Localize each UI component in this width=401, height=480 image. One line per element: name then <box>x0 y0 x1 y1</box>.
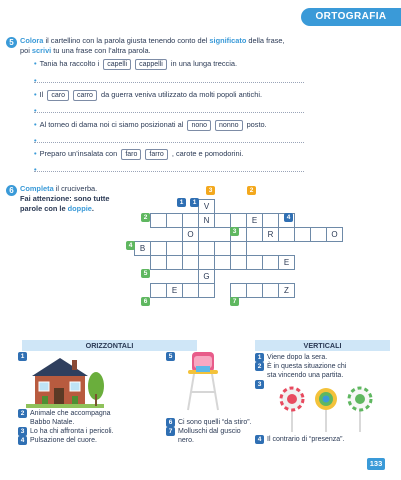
clue-number: 1 <box>18 352 27 361</box>
clue-number: 7 <box>166 427 175 436</box>
clue-text: Il contrario di “presenza”. <box>267 436 345 443</box>
clue-line <box>18 427 158 436</box>
clue-text: Viene dopo la sera. <box>267 354 328 361</box>
crossword-cell[interactable]: O <box>326 227 343 242</box>
clue-text: sta vincendo una partita. <box>267 372 344 379</box>
crossword-cell[interactable] <box>294 227 311 242</box>
crossword-cell[interactable] <box>230 255 247 270</box>
crossword-cell[interactable]: R <box>262 227 279 242</box>
clue-line <box>18 418 158 427</box>
crossword-cell[interactable]: V <box>198 199 215 214</box>
crossword-cell[interactable] <box>182 241 199 256</box>
clue-text: Ci sono quelli “da stiro”. <box>178 419 252 426</box>
clue-number: 4 <box>18 436 27 445</box>
crossword-number-tag: 6 <box>141 297 150 306</box>
crossword-cell[interactable]: B <box>134 241 151 256</box>
crossword-cell[interactable] <box>150 255 167 270</box>
exercise-5-instruction <box>20 36 390 56</box>
crossword-cell[interactable] <box>182 255 199 270</box>
answer-line[interactable] <box>34 82 304 83</box>
clue-number: 3 <box>255 380 264 389</box>
clue-text: Pulsazione del cuore. <box>30 437 97 444</box>
clue-line <box>166 436 256 445</box>
word-card[interactable]: faro <box>121 149 141 160</box>
orizzontali-clues-2 <box>166 418 256 445</box>
sentence-text: da guerra veniva utilizzato da molti popoli antichi. <box>101 90 263 99</box>
crossword-cell[interactable] <box>198 255 215 270</box>
word-card[interactable]: farro <box>145 149 167 160</box>
sentence-row: • Il caro carro da guerra veniva utilizzato da molti popoli antichi. <box>34 90 263 99</box>
sentence-text: Al torneo di dama noi ci siamo posizionati al <box>39 120 184 129</box>
clue-line <box>18 436 158 445</box>
crossword-cell[interactable]: Z <box>278 283 295 298</box>
clue-line <box>255 362 395 371</box>
answer-line[interactable] <box>34 142 304 143</box>
crossword-cell[interactable] <box>214 213 231 228</box>
clue-text: Molluschi dal guscio <box>178 428 241 435</box>
clue-text: Animale che accompagna <box>30 410 111 417</box>
crossword-cell[interactable] <box>262 213 279 228</box>
clue-text: nero. <box>178 437 194 444</box>
instr-text: . <box>91 204 94 213</box>
crossword-cell[interactable] <box>150 213 167 228</box>
instr-text: della frase, <box>246 36 285 45</box>
clue-line <box>18 409 158 418</box>
crossword-number-tag: 2 <box>247 186 256 195</box>
sentence-text: , carote e pomodorini. <box>171 149 244 158</box>
crossword-number-tag: 7 <box>230 297 239 306</box>
instr-text: tu una frase con l’altra parola. <box>51 46 151 55</box>
clue-line <box>166 427 256 436</box>
sentence-text: posto. <box>246 120 267 129</box>
crossword-cell[interactable] <box>182 283 199 298</box>
bullet: • <box>34 106 37 115</box>
orizzontali-header: ORIZZONTALI <box>22 340 197 351</box>
sentence-text: in una lunga treccia. <box>170 59 238 68</box>
crossword-number-tag: 5 <box>141 269 150 278</box>
sentence-row: • Preparo un’insalata con faro farro , carote e pomodorini. <box>34 149 244 158</box>
crossword-cell[interactable]: E <box>278 255 295 270</box>
crossword-cell[interactable] <box>230 241 247 256</box>
sentence-row: • Tania ha raccolto i capelli cappelli in una lunga treccia. <box>34 59 238 68</box>
crossword-cell[interactable] <box>150 283 167 298</box>
sentence-row: • Al torneo di dama noi ci siamo posizionati al nono nonno posto. <box>34 120 267 129</box>
crossword-cell[interactable] <box>198 241 215 256</box>
crossword-cell[interactable] <box>214 255 231 270</box>
clue-line <box>255 371 395 380</box>
exercise-number: 6 <box>6 185 17 196</box>
crossword-cell[interactable] <box>166 241 183 256</box>
lollipops-icon <box>278 386 374 432</box>
answer-line[interactable] <box>34 171 304 172</box>
crossword-cell[interactable]: N <box>198 213 215 228</box>
crossword-cell[interactable] <box>182 213 199 228</box>
instr-text: il cartellino con la parola giusta tenendo conto del <box>43 36 210 45</box>
crossword-cell[interactable]: O <box>182 227 199 242</box>
verticali-clues <box>255 353 395 389</box>
exercise-6-instruction <box>20 184 130 214</box>
sentence-text: Tania ha raccolto i <box>39 59 100 68</box>
crossword-number-tag: 2 <box>141 213 150 222</box>
clue-text: È in questa situazione chi <box>267 363 347 370</box>
crossword-cell[interactable] <box>166 213 183 228</box>
crossword-number-tag: 4 <box>126 241 135 250</box>
clue-line <box>255 353 395 362</box>
crossword-cell[interactable] <box>166 255 183 270</box>
house-icon <box>26 354 104 408</box>
crossword-cell[interactable]: G <box>198 269 215 284</box>
instr-text: parole con le <box>20 204 68 213</box>
clue-number: 5 <box>166 352 175 361</box>
word-card[interactable]: carro <box>73 90 97 101</box>
crossword-cell[interactable] <box>262 255 279 270</box>
sentence-text: Il <box>39 90 44 99</box>
clue-text: Babbo Natale. <box>30 419 75 426</box>
word-card[interactable]: caro <box>47 90 69 101</box>
clue-number: 2 <box>18 409 27 418</box>
word-card[interactable]: nonno <box>215 120 242 131</box>
crossword-cell[interactable] <box>246 255 263 270</box>
crossword-cell[interactable] <box>246 283 263 298</box>
word-card[interactable]: nono <box>187 120 211 131</box>
verticali-last-clue <box>255 435 395 444</box>
bullet: • <box>34 136 37 145</box>
instr-highlight: Completa <box>20 184 54 193</box>
bullet: • <box>34 165 37 174</box>
crossword-number-tag: 1 <box>190 198 199 207</box>
clue-number: 4 <box>255 435 264 444</box>
clue-number: 1 <box>255 353 264 362</box>
crossword-cell[interactable] <box>198 283 215 298</box>
crossword-cell[interactable] <box>150 241 167 256</box>
clue-number: 2 <box>255 362 264 371</box>
instr-highlight: scrivi <box>31 46 52 55</box>
crossword-cell[interactable] <box>230 283 247 298</box>
sentence-text: Preparo un’insalata con <box>39 149 118 158</box>
crossword-number-tag: 1 <box>177 198 186 207</box>
crossword-number-tag: 4 <box>284 213 293 222</box>
crossword-cell[interactable] <box>230 213 247 228</box>
instr-text: Fai attenzione: sono tutte <box>20 194 110 203</box>
crossword-number-tag: 3 <box>206 186 215 195</box>
word-card[interactable]: capelli <box>103 59 131 70</box>
crossword-cell[interactable] <box>214 241 231 256</box>
crossword-cell[interactable] <box>278 227 295 242</box>
orizzontali-clues <box>18 409 158 445</box>
high-chair-icon <box>180 348 226 412</box>
instr-highlight: Colora <box>20 36 44 45</box>
clue-line <box>166 418 256 427</box>
crossword-cell[interactable] <box>310 227 327 242</box>
instr-highlight: significato <box>209 36 247 45</box>
verticali-header: VERTICALI <box>255 340 390 351</box>
instr-text: poi <box>20 46 32 55</box>
clue-text: Lo ha chi affronta i pericoli. <box>30 428 114 435</box>
crossword-cell[interactable]: E <box>166 283 183 298</box>
instr-highlight: doppie <box>67 204 92 213</box>
clue-number: 6 <box>166 418 175 427</box>
crossword-number-tag: 3 <box>230 227 239 236</box>
clue-number: 3 <box>18 427 27 436</box>
crossword-cell[interactable]: E <box>246 213 263 228</box>
page-number: 133 <box>367 458 385 470</box>
exercise-number: 5 <box>6 37 17 48</box>
section-banner: ORTOGRAFIA <box>301 8 401 26</box>
crossword-cell[interactable] <box>262 283 279 298</box>
instr-text: il cruciverba. <box>53 184 98 193</box>
word-card[interactable]: cappelli <box>135 59 167 70</box>
crossword-cell[interactable] <box>246 227 263 242</box>
bullet: • <box>34 76 37 85</box>
answer-line[interactable] <box>34 112 304 113</box>
